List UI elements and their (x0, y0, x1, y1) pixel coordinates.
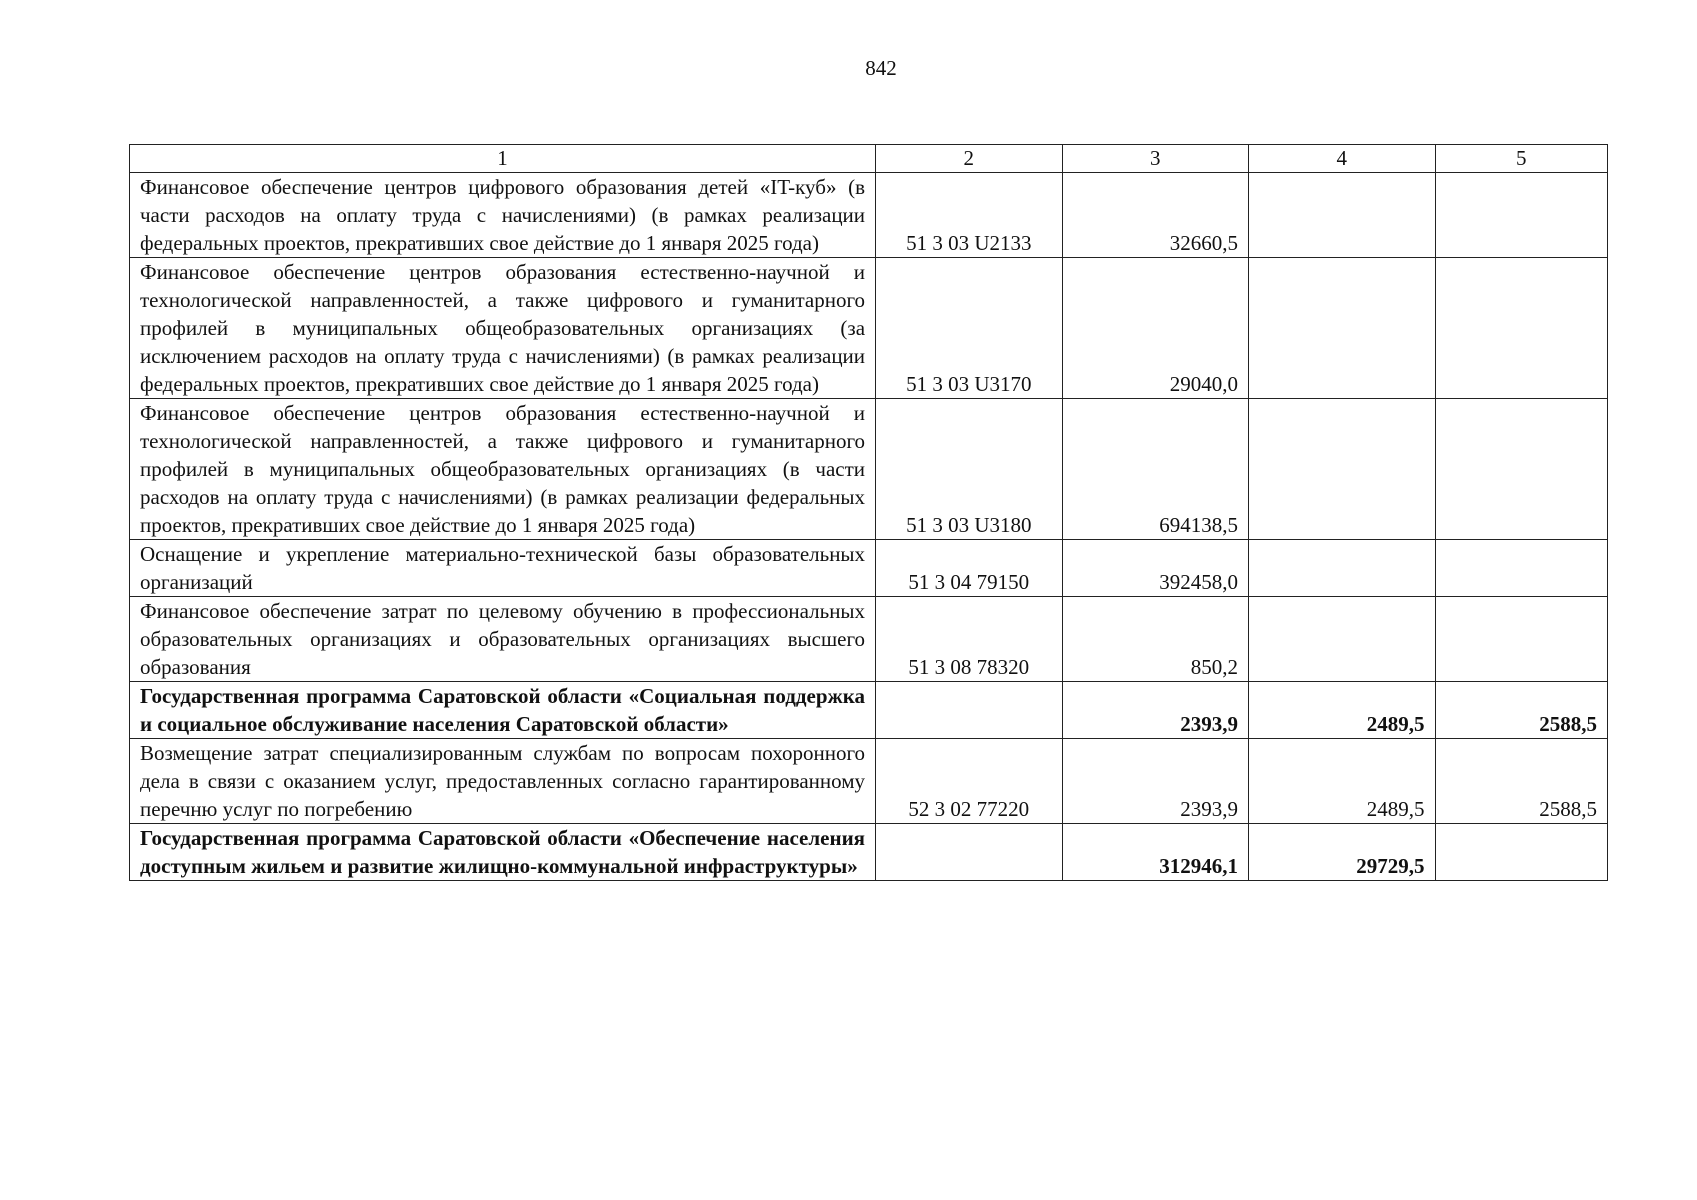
row-name: Финансовое обеспечение затрат по целевому обучению в профессиональных образовательных организациях и образовательных организациях высшего образования (130, 597, 876, 682)
table-row (130, 173, 1608, 258)
row-name: Финансовое обеспечение центров цифрового образования детей «IT-куб» (в части расходов на оплату труда с начислениями) (в рамках реализации федеральных проектов, прекративших свое действие до 1 января 2025 года) (130, 173, 876, 258)
program-value-col3: 2393,9 (1062, 682, 1249, 739)
program-name: Государственная программа Саратовской области «Социальная поддержка и социальное обслуживание населения Саратовской области» (130, 682, 876, 739)
table-row (130, 258, 1608, 399)
program-total-row (130, 824, 1608, 881)
row-value-col4 (1249, 258, 1436, 399)
budget-table (129, 144, 1608, 881)
program-name: Государственная программа Саратовской области «Обеспечение населения доступным жильем и развитие жилищно-коммунальной инфраструктуры» (130, 824, 876, 881)
program-value-col4: 2489,5 (1249, 682, 1436, 739)
table-row (130, 540, 1608, 597)
row-code: 51 3 04 79150 (876, 540, 1063, 597)
row-value-col5 (1435, 258, 1607, 399)
row-value-col3: 850,2 (1062, 597, 1249, 682)
column-header-2: 2 (876, 145, 1063, 173)
program-value-col5: 2588,5 (1435, 682, 1607, 739)
row-value-col5 (1435, 597, 1607, 682)
column-header-3: 3 (1062, 145, 1249, 173)
table-row (130, 399, 1608, 540)
column-header-1: 1 (130, 145, 876, 173)
row-code: 51 3 08 78320 (876, 597, 1063, 682)
program-value-col3: 312946,1 (1062, 824, 1249, 881)
row-value-col5 (1435, 399, 1607, 540)
row-value-col4 (1249, 540, 1436, 597)
row-value-col4 (1249, 173, 1436, 258)
column-header-4: 4 (1249, 145, 1436, 173)
table-row (130, 739, 1608, 824)
row-name: Возмещение затрат специализированным службам по вопросам похоронного дела в связи с оказанием услуг, предоставленных согласно гарантированному перечню услуг по погребению (130, 739, 876, 824)
row-value-col5 (1435, 173, 1607, 258)
row-code: 51 3 03 U3180 (876, 399, 1063, 540)
row-value-col3: 2393,9 (1062, 739, 1249, 824)
row-name: Финансовое обеспечение центров образования естественно-научной и технологической направленностей, а также цифрового и гуманитарного профилей в муниципальных общеобразовательных организациях (за исключением расходов на оплату труда с начислениями) (в рамках реализации федеральных проектов, прекративших свое действие до 1 января 2025 года) (130, 258, 876, 399)
program-total-row (130, 682, 1608, 739)
row-name: Финансовое обеспечение центров образования естественно-научной и технологической направленностей, а также цифрового и гуманитарного профилей в муниципальных общеобразовательных организациях (в части расходов на оплату труда с начислениями) (в рамках реализации федеральных проектов, прекративших свое действие до 1 января 2025 года) (130, 399, 876, 540)
row-name: Оснащение и укрепление материально-технической базы образовательных организаций (130, 540, 876, 597)
table-row (130, 597, 1608, 682)
row-value-col4 (1249, 597, 1436, 682)
row-code: 51 3 03 U2133 (876, 173, 1063, 258)
row-value-col3: 29040,0 (1062, 258, 1249, 399)
row-code (876, 824, 1063, 881)
row-value-col3: 392458,0 (1062, 540, 1249, 597)
row-code: 52 3 02 77220 (876, 739, 1063, 824)
program-value-col5 (1435, 824, 1607, 881)
table-header-row (130, 145, 1608, 173)
row-value-col5 (1435, 540, 1607, 597)
row-value-col4 (1249, 399, 1436, 540)
row-value-col3: 694138,5 (1062, 399, 1249, 540)
row-code (876, 682, 1063, 739)
program-value-col4: 29729,5 (1249, 824, 1436, 881)
row-value-col5: 2588,5 (1435, 739, 1607, 824)
column-header-5: 5 (1435, 145, 1607, 173)
row-value-col4: 2489,5 (1249, 739, 1436, 824)
row-code: 51 3 03 U3170 (876, 258, 1063, 399)
row-value-col3: 32660,5 (1062, 173, 1249, 258)
page-number: 842 (865, 56, 897, 80)
